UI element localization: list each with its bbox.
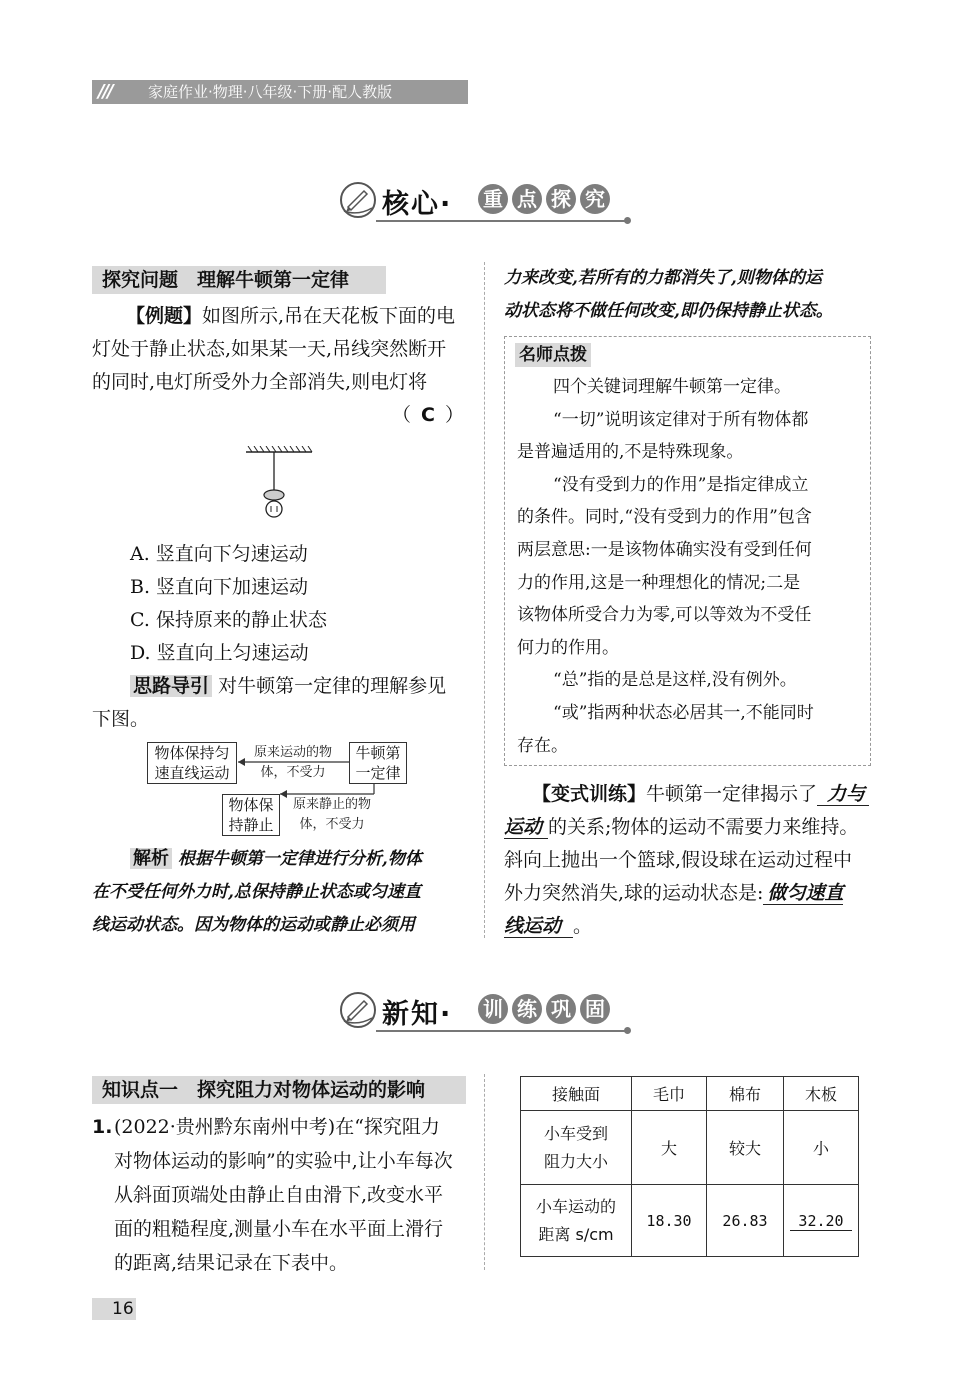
diagram-box-line: 一定律	[355, 764, 401, 782]
table-cell: 小	[784, 1111, 859, 1185]
section-title-main: 核心·	[382, 189, 453, 220]
guide-line: 下图。	[92, 708, 150, 730]
guide-text	[92, 670, 474, 736]
question-line: 的距离,结果记录在下表中。	[114, 1252, 349, 1274]
table-header-cell: 毛巾	[632, 1077, 707, 1111]
column-divider	[484, 262, 485, 938]
section-title-new	[338, 984, 658, 1040]
guide-line: 对牛顿第一定律的理解参见	[218, 675, 447, 697]
variant-answer-1a: 力与	[817, 783, 869, 806]
option-c: C. 保持原来的静止状态	[130, 609, 327, 631]
results-table	[520, 1076, 859, 1257]
tip-line: 的条件。同时,“没有受到力的作用”包含	[517, 507, 812, 528]
diagram-box-uniform-motion	[147, 742, 237, 784]
diagram-box-at-rest	[222, 794, 280, 836]
teacher-tip-box	[504, 336, 871, 766]
tip-body	[517, 371, 862, 762]
example-text	[92, 300, 474, 432]
variant-tag: 【变式训练】	[532, 783, 647, 805]
diagram-box-newton-law	[349, 742, 407, 784]
diagram-label-resting	[282, 796, 382, 834]
table-header-cell: 木板	[784, 1077, 859, 1111]
column-divider	[484, 1074, 485, 1270]
hanging-lamp-figure	[240, 446, 320, 526]
analysis-tag: 解析	[130, 848, 172, 869]
title-underline-dot	[624, 217, 631, 224]
section-title-char: 练	[512, 994, 542, 1024]
example-line: 如图所示,吊在天花板下面的电	[202, 305, 456, 327]
table-label-line: 小车运动的	[535, 1196, 616, 1216]
analysis-line: 动状态将不做任何改变,即仍保持静止状态。	[504, 301, 833, 321]
header-bar	[92, 80, 468, 104]
guide-tag: 思路导引	[130, 675, 212, 697]
diagram-label-moving	[240, 744, 346, 782]
variant-answer-2a: 做匀速直	[763, 882, 843, 905]
pen-notebook-icon	[338, 180, 378, 220]
variant-text: 斜向上抛出一个篮球,假设球在运动过程中	[504, 849, 853, 871]
page-number: 16	[112, 1299, 134, 1319]
section-title-char: 训	[478, 994, 508, 1024]
question-1	[92, 1110, 476, 1280]
section-title-char: 重	[478, 184, 508, 214]
table-cell	[784, 1185, 859, 1257]
analysis-line: 在不受任何外力时,总保持静止状态或匀速直	[92, 882, 421, 902]
table-row-label	[521, 1111, 632, 1185]
option-b: B. 竖直向下加速运动	[130, 576, 309, 598]
table-row-label	[521, 1185, 632, 1257]
table-cell: 较大	[707, 1111, 784, 1185]
analysis-line: 线运动状态。因为物体的运动或静止必须用	[92, 915, 415, 935]
tip-line: 是普遍适用的,不是特殊现象。	[517, 442, 744, 463]
tip-line: 四个关键词理解牛顿第一定律。	[553, 377, 791, 397]
tip-line: 存在。	[517, 735, 568, 756]
title-underline	[376, 1030, 626, 1032]
option-a: A. 竖直向下匀速运动	[130, 543, 308, 565]
example-line: 的同时,电灯所受外力全部消失,则电灯将	[92, 371, 428, 393]
table-cell: 26.83	[707, 1185, 784, 1257]
knowledge-heading: 知识点一 探究阻力对物体运动的影响	[92, 1076, 466, 1104]
question-number: 1.	[92, 1116, 113, 1138]
table-header-cell: 接触面	[521, 1077, 632, 1111]
answer-close: ）	[444, 404, 464, 426]
table-header-row	[521, 1077, 859, 1111]
tip-line: “总”指的是总是这样,没有例外。	[553, 670, 797, 691]
variant-answer-2b: 线运动	[504, 915, 573, 938]
newton-law-diagram	[146, 740, 416, 836]
answer-value: C	[421, 404, 435, 426]
tip-line: 两层意思:一是该物体确实没有受到任何	[517, 539, 812, 560]
analysis-continued	[504, 262, 876, 328]
variant-answer-1b: 运动	[504, 816, 548, 839]
section-title-core	[338, 174, 658, 230]
table-cell: 大	[632, 1111, 707, 1185]
diagram-label-line: 原来运动的物	[253, 745, 332, 760]
table-label-line: 距离 s/cm	[538, 1224, 614, 1244]
answer-open: （	[392, 404, 412, 426]
diagram-box-line: 物体保	[228, 796, 274, 814]
table-label-line: 小车受到	[543, 1123, 608, 1143]
analysis-line: 力来改变,若所有的力都消失了,则物体的运	[504, 268, 822, 288]
header-slashes: ///	[98, 81, 112, 102]
example-line: 灯处于静止状态,如果某一天,吊线突然断开	[92, 338, 447, 360]
variant-text: 外力突然消失,球的运动状态是:	[504, 882, 764, 904]
question-line: (2022·贵州黔东南州中考)在“探究阻力	[114, 1116, 440, 1138]
pen-notebook-icon	[338, 990, 378, 1030]
table-header-cell: 棉布	[707, 1077, 784, 1111]
diagram-label-line: 原来静止的物	[292, 797, 371, 812]
analysis-line: 根据牛顿第一定律进行分析,物体	[177, 849, 422, 869]
section-title-char: 固	[580, 994, 610, 1024]
diagram-box-line: 速直线运动	[154, 764, 230, 782]
diagram-label-line: 体，不受力	[260, 765, 326, 780]
table-answer-value: 32.20	[790, 1212, 851, 1231]
tip-line: 该物体所受合力为零,可以等效为不受任	[517, 605, 812, 626]
variant-text: 牛顿第一定律揭示了	[646, 783, 818, 805]
tip-line: 力的作用,这是一种理想化的情况;二是	[517, 572, 801, 593]
table-row	[521, 1111, 859, 1185]
tip-line: “或”指两种状态必居其一,不能同时	[553, 702, 814, 723]
section-title-char: 点	[512, 184, 542, 214]
title-underline-dot	[624, 1027, 631, 1034]
analysis-text	[92, 842, 474, 942]
page-number-bar	[92, 1298, 136, 1320]
diagram-box-line: 物体保持匀	[154, 744, 230, 762]
diagram-box-line: 牛顿第	[355, 744, 401, 762]
section-title-main: 新知·	[382, 999, 453, 1030]
table-cell: 18.30	[632, 1185, 707, 1257]
diagram-label-line: 体，不受力	[299, 817, 365, 832]
question-line: 面的粗糙程度,测量小车在水平面上滑行	[114, 1218, 444, 1240]
tip-line: 何力的作用。	[517, 637, 619, 658]
variant-text: 的关系;物体的运动不需要力来维持。	[548, 816, 859, 838]
example-tag: 【例题】	[126, 305, 203, 327]
table-row	[521, 1185, 859, 1257]
answer-bracket	[92, 399, 474, 432]
section-title-char: 巩	[546, 994, 576, 1024]
question-line: 从斜面顶端处由静止自由滑下,改变水平	[114, 1184, 444, 1206]
question-line: 对物体运动的影响”的实验中,让小车每次	[114, 1150, 453, 1172]
tip-line: “没有受到力的作用”是指定律成立	[553, 474, 809, 495]
section-title-char: 究	[580, 184, 610, 214]
section-title-char: 探	[546, 184, 576, 214]
variant-text: 。	[573, 915, 593, 937]
tip-title: 名师点拨	[515, 343, 591, 367]
table-label-line: 阻力大小	[543, 1151, 608, 1171]
options-list	[130, 538, 430, 670]
header-text: 家庭作业·物理·八年级·下册·配人教版	[148, 83, 393, 101]
variant-exercise	[504, 778, 878, 943]
diagram-box-line: 持静止	[228, 816, 274, 834]
option-d: D. 竖直向上匀速运动	[130, 642, 309, 664]
section-heading: 探究问题 理解牛顿第一定律	[92, 266, 386, 294]
title-underline	[376, 220, 626, 222]
tip-line: “一切”说明该定律对于所有物体都	[553, 409, 809, 430]
